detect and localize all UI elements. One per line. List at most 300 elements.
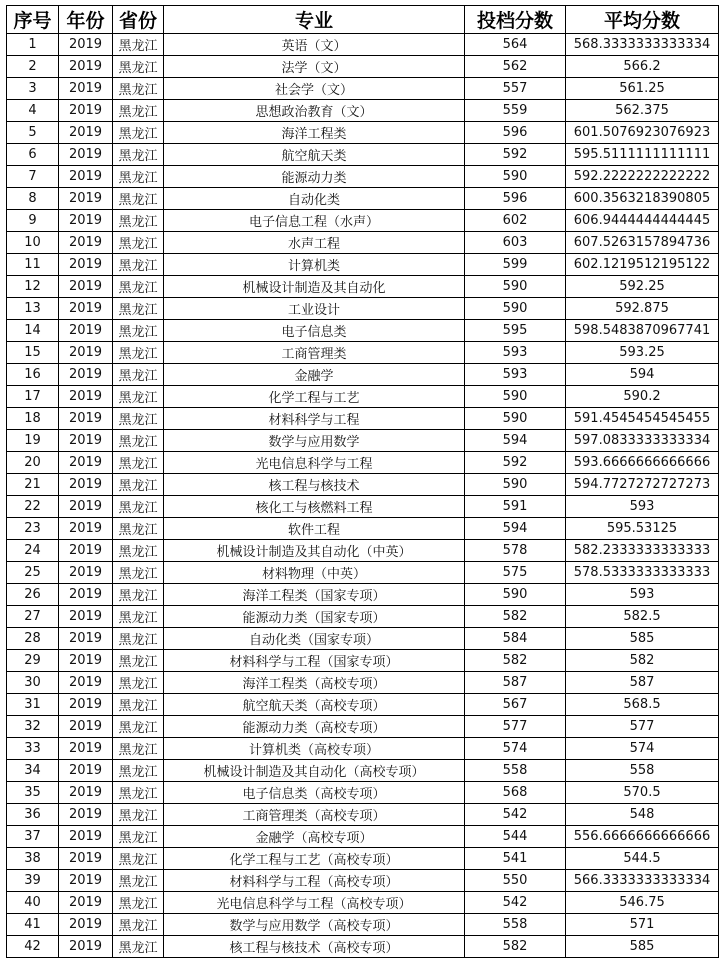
cell-average-score: 582 [566, 650, 719, 672]
table-row [7, 254, 719, 276]
cell-year: 2019 [59, 166, 113, 188]
cell-cutoff-score: 550 [465, 870, 566, 892]
cell-province: 黑龙江 [113, 166, 164, 188]
cell-major: 能源动力类（高校专项） [164, 716, 465, 738]
cell-index: 6 [7, 144, 59, 166]
cell-major: 海洋工程类（高校专项） [164, 672, 465, 694]
cell-index: 5 [7, 122, 59, 144]
cell-major: 材料科学与工程（高校专项） [164, 870, 465, 892]
cell-province: 黑龙江 [113, 848, 164, 870]
cell-average-score: 593 [566, 496, 719, 518]
cell-average-score: 592.875 [566, 298, 719, 320]
cell-index: 23 [7, 518, 59, 540]
cell-province: 黑龙江 [113, 826, 164, 848]
cell-index: 31 [7, 694, 59, 716]
cell-average-score: 582.5 [566, 606, 719, 628]
table-row [7, 474, 719, 496]
cell-cutoff-score: 582 [465, 650, 566, 672]
cell-index: 14 [7, 320, 59, 342]
cell-province: 黑龙江 [113, 606, 164, 628]
table-row [7, 210, 719, 232]
cell-cutoff-score: 599 [465, 254, 566, 276]
cell-cutoff-score: 562 [465, 56, 566, 78]
table-row [7, 78, 719, 100]
cell-index: 42 [7, 936, 59, 958]
cell-average-score: 591.4545454545455 [566, 408, 719, 430]
header-cutoff-score: 投档分数 [465, 6, 566, 34]
cell-index: 30 [7, 672, 59, 694]
cell-province: 黑龙江 [113, 474, 164, 496]
cell-average-score: 601.5076923076923 [566, 122, 719, 144]
cell-year: 2019 [59, 518, 113, 540]
cell-average-score: 566.3333333333334 [566, 870, 719, 892]
cell-year: 2019 [59, 760, 113, 782]
table-row [7, 826, 719, 848]
cell-index: 13 [7, 298, 59, 320]
table-row [7, 232, 719, 254]
cell-year: 2019 [59, 474, 113, 496]
table-row [7, 760, 719, 782]
cell-year: 2019 [59, 540, 113, 562]
cell-province: 黑龙江 [113, 716, 164, 738]
cell-year: 2019 [59, 144, 113, 166]
cell-year: 2019 [59, 848, 113, 870]
cell-major: 能源动力类 [164, 166, 465, 188]
cell-year: 2019 [59, 496, 113, 518]
cell-province: 黑龙江 [113, 188, 164, 210]
table-row [7, 694, 719, 716]
cell-major: 材料物理（中英） [164, 562, 465, 584]
cell-cutoff-score: 590 [465, 474, 566, 496]
cell-major: 英语（文） [164, 34, 465, 56]
cell-cutoff-score: 584 [465, 628, 566, 650]
cell-average-score: 607.5263157894736 [566, 232, 719, 254]
cell-cutoff-score: 564 [465, 34, 566, 56]
cell-year: 2019 [59, 122, 113, 144]
table-row [7, 914, 719, 936]
cell-province: 黑龙江 [113, 562, 164, 584]
cell-average-score: 571 [566, 914, 719, 936]
cell-major: 材料科学与工程（国家专项） [164, 650, 465, 672]
cell-province: 黑龙江 [113, 56, 164, 78]
cell-cutoff-score: 568 [465, 782, 566, 804]
table-header-row [7, 6, 719, 34]
cell-cutoff-score: 587 [465, 672, 566, 694]
cell-cutoff-score: 557 [465, 78, 566, 100]
cell-cutoff-score: 602 [465, 210, 566, 232]
cell-province: 黑龙江 [113, 760, 164, 782]
cell-year: 2019 [59, 782, 113, 804]
cell-province: 黑龙江 [113, 782, 164, 804]
cell-major: 航空航天类（高校专项） [164, 694, 465, 716]
cell-index: 38 [7, 848, 59, 870]
header-major: 专业 [164, 6, 465, 34]
table-row [7, 628, 719, 650]
table-row [7, 166, 719, 188]
cell-average-score: 568.5 [566, 694, 719, 716]
cell-index: 7 [7, 166, 59, 188]
table-row [7, 870, 719, 892]
cell-major: 化学工程与工艺（高校专项） [164, 848, 465, 870]
cell-year: 2019 [59, 298, 113, 320]
cell-year: 2019 [59, 650, 113, 672]
cell-cutoff-score: 567 [465, 694, 566, 716]
cell-index: 24 [7, 540, 59, 562]
cell-average-score: 568.3333333333334 [566, 34, 719, 56]
table-row [7, 496, 719, 518]
cell-major: 工业设计 [164, 298, 465, 320]
cell-average-score: 574 [566, 738, 719, 760]
cell-cutoff-score: 559 [465, 100, 566, 122]
cell-average-score: 561.25 [566, 78, 719, 100]
cell-index: 22 [7, 496, 59, 518]
cell-year: 2019 [59, 606, 113, 628]
table-row [7, 122, 719, 144]
cell-province: 黑龙江 [113, 936, 164, 958]
cell-cutoff-score: 582 [465, 936, 566, 958]
cell-average-score: 592.25 [566, 276, 719, 298]
cell-year: 2019 [59, 320, 113, 342]
table-row [7, 892, 719, 914]
cell-province: 黑龙江 [113, 452, 164, 474]
cell-province: 黑龙江 [113, 518, 164, 540]
cell-cutoff-score: 592 [465, 144, 566, 166]
table-row [7, 100, 719, 122]
cell-province: 黑龙江 [113, 804, 164, 826]
cell-year: 2019 [59, 672, 113, 694]
cell-index: 11 [7, 254, 59, 276]
cell-province: 黑龙江 [113, 298, 164, 320]
cell-cutoff-score: 590 [465, 298, 566, 320]
cell-province: 黑龙江 [113, 408, 164, 430]
cell-cutoff-score: 574 [465, 738, 566, 760]
cell-cutoff-score: 591 [465, 496, 566, 518]
cell-average-score: 590.2 [566, 386, 719, 408]
cell-average-score: 546.75 [566, 892, 719, 914]
table-body [7, 34, 719, 958]
cell-average-score: 595.5111111111111 [566, 144, 719, 166]
cell-province: 黑龙江 [113, 254, 164, 276]
cell-year: 2019 [59, 364, 113, 386]
cell-index: 29 [7, 650, 59, 672]
cell-cutoff-score: 575 [465, 562, 566, 584]
cell-index: 19 [7, 430, 59, 452]
cell-year: 2019 [59, 826, 113, 848]
table-row [7, 936, 719, 958]
cell-year: 2019 [59, 562, 113, 584]
cell-major: 核工程与核技术 [164, 474, 465, 496]
cell-cutoff-score: 592 [465, 452, 566, 474]
cell-index: 18 [7, 408, 59, 430]
table-row [7, 188, 719, 210]
cell-year: 2019 [59, 386, 113, 408]
cell-index: 16 [7, 364, 59, 386]
cell-province: 黑龙江 [113, 364, 164, 386]
cell-average-score: 548 [566, 804, 719, 826]
cell-year: 2019 [59, 188, 113, 210]
cell-province: 黑龙江 [113, 276, 164, 298]
cell-index: 3 [7, 78, 59, 100]
cell-average-score: 593.6666666666666 [566, 452, 719, 474]
header-year: 年份 [59, 6, 113, 34]
cell-index: 34 [7, 760, 59, 782]
cell-cutoff-score: 541 [465, 848, 566, 870]
cell-major: 电子信息类 [164, 320, 465, 342]
cell-average-score: 582.2333333333333 [566, 540, 719, 562]
cell-year: 2019 [59, 738, 113, 760]
cell-year: 2019 [59, 342, 113, 364]
cell-major: 自动化类 [164, 188, 465, 210]
cell-index: 2 [7, 56, 59, 78]
cell-index: 9 [7, 210, 59, 232]
cell-year: 2019 [59, 452, 113, 474]
cell-province: 黑龙江 [113, 430, 164, 452]
cell-major: 材料科学与工程 [164, 408, 465, 430]
cell-cutoff-score: 590 [465, 584, 566, 606]
cell-index: 20 [7, 452, 59, 474]
cell-province: 黑龙江 [113, 694, 164, 716]
cell-year: 2019 [59, 254, 113, 276]
cell-year: 2019 [59, 100, 113, 122]
cell-major: 软件工程 [164, 518, 465, 540]
cell-average-score: 570.5 [566, 782, 719, 804]
cell-province: 黑龙江 [113, 210, 164, 232]
cell-year: 2019 [59, 584, 113, 606]
cell-average-score: 594.7727272727273 [566, 474, 719, 496]
table-row [7, 408, 719, 430]
header-average-score: 平均分数 [566, 6, 719, 34]
cell-cutoff-score: 542 [465, 804, 566, 826]
table-row [7, 364, 719, 386]
cell-cutoff-score: 542 [465, 892, 566, 914]
table-row [7, 782, 719, 804]
cell-year: 2019 [59, 870, 113, 892]
cell-year: 2019 [59, 210, 113, 232]
table-row [7, 452, 719, 474]
cell-province: 黑龙江 [113, 78, 164, 100]
table-row [7, 298, 719, 320]
cell-year: 2019 [59, 408, 113, 430]
cell-cutoff-score: 594 [465, 430, 566, 452]
cell-average-score: 562.375 [566, 100, 719, 122]
cell-province: 黑龙江 [113, 342, 164, 364]
cell-major: 核工程与核技术（高校专项） [164, 936, 465, 958]
cell-major: 电子信息工程（水声） [164, 210, 465, 232]
cell-major: 核化工与核燃料工程 [164, 496, 465, 518]
cell-cutoff-score: 577 [465, 716, 566, 738]
cell-cutoff-score: 596 [465, 188, 566, 210]
cell-province: 黑龙江 [113, 100, 164, 122]
cell-average-score: 595.53125 [566, 518, 719, 540]
cell-index: 15 [7, 342, 59, 364]
cell-cutoff-score: 590 [465, 276, 566, 298]
cell-major: 机械设计制造及其自动化（高校专项） [164, 760, 465, 782]
cell-province: 黑龙江 [113, 386, 164, 408]
cell-major: 自动化类（国家专项） [164, 628, 465, 650]
cell-index: 26 [7, 584, 59, 606]
cell-average-score: 566.2 [566, 56, 719, 78]
cell-province: 黑龙江 [113, 672, 164, 694]
cell-major: 水声工程 [164, 232, 465, 254]
cell-year: 2019 [59, 232, 113, 254]
header-province: 省份 [113, 6, 164, 34]
cell-major: 思想政治教育（文） [164, 100, 465, 122]
cell-major: 数学与应用数学（高校专项） [164, 914, 465, 936]
cell-average-score: 600.3563218390805 [566, 188, 719, 210]
cell-cutoff-score: 544 [465, 826, 566, 848]
table-row [7, 34, 719, 56]
cell-cutoff-score: 590 [465, 408, 566, 430]
table-row [7, 606, 719, 628]
cell-cutoff-score: 594 [465, 518, 566, 540]
cell-index: 36 [7, 804, 59, 826]
cell-major: 数学与应用数学 [164, 430, 465, 452]
cell-major: 工商管理类 [164, 342, 465, 364]
cell-major: 机械设计制造及其自动化 [164, 276, 465, 298]
cell-major: 金融学 [164, 364, 465, 386]
table-row [7, 430, 719, 452]
cell-average-score: 593 [566, 584, 719, 606]
cell-average-score: 587 [566, 672, 719, 694]
cell-province: 黑龙江 [113, 34, 164, 56]
table-row [7, 144, 719, 166]
cell-province: 黑龙江 [113, 650, 164, 672]
cell-index: 12 [7, 276, 59, 298]
cell-year: 2019 [59, 914, 113, 936]
cell-major: 法学（文） [164, 56, 465, 78]
cell-major: 社会学（文） [164, 78, 465, 100]
cell-average-score: 585 [566, 936, 719, 958]
cell-major: 海洋工程类 [164, 122, 465, 144]
cell-province: 黑龙江 [113, 584, 164, 606]
cell-year: 2019 [59, 430, 113, 452]
cell-year: 2019 [59, 694, 113, 716]
cell-major: 能源动力类（国家专项） [164, 606, 465, 628]
cell-index: 35 [7, 782, 59, 804]
cell-average-score: 556.6666666666666 [566, 826, 719, 848]
cell-index: 4 [7, 100, 59, 122]
cell-index: 17 [7, 386, 59, 408]
cell-year: 2019 [59, 936, 113, 958]
cell-major: 航空航天类 [164, 144, 465, 166]
cell-average-score: 578.5333333333333 [566, 562, 719, 584]
table-row [7, 540, 719, 562]
cell-average-score: 606.9444444444445 [566, 210, 719, 232]
cell-cutoff-score: 590 [465, 386, 566, 408]
cell-province: 黑龙江 [113, 496, 164, 518]
cell-index: 21 [7, 474, 59, 496]
cell-year: 2019 [59, 78, 113, 100]
cell-year: 2019 [59, 892, 113, 914]
cell-major: 工商管理类（高校专项） [164, 804, 465, 826]
cell-major: 光电信息科学与工程 [164, 452, 465, 474]
cell-index: 41 [7, 914, 59, 936]
cell-cutoff-score: 593 [465, 364, 566, 386]
table-row [7, 320, 719, 342]
table-row [7, 386, 719, 408]
cell-cutoff-score: 558 [465, 760, 566, 782]
table-row [7, 716, 719, 738]
table-row [7, 804, 719, 826]
cell-major: 金融学（高校专项） [164, 826, 465, 848]
cell-index: 27 [7, 606, 59, 628]
table-row [7, 562, 719, 584]
cell-province: 黑龙江 [113, 320, 164, 342]
cell-average-score: 593.25 [566, 342, 719, 364]
cell-average-score: 585 [566, 628, 719, 650]
table-row [7, 848, 719, 870]
cell-year: 2019 [59, 276, 113, 298]
cell-average-score: 597.0833333333334 [566, 430, 719, 452]
cell-cutoff-score: 593 [465, 342, 566, 364]
cell-cutoff-score: 595 [465, 320, 566, 342]
cell-index: 33 [7, 738, 59, 760]
cell-major: 海洋工程类（国家专项） [164, 584, 465, 606]
cell-province: 黑龙江 [113, 628, 164, 650]
cell-average-score: 598.5483870967741 [566, 320, 719, 342]
cell-average-score: 577 [566, 716, 719, 738]
cell-index: 28 [7, 628, 59, 650]
cell-province: 黑龙江 [113, 738, 164, 760]
cell-province: 黑龙江 [113, 232, 164, 254]
admission-scores-table-container [6, 5, 719, 958]
header-index: 序号 [7, 6, 59, 34]
cell-year: 2019 [59, 716, 113, 738]
cell-cutoff-score: 558 [465, 914, 566, 936]
admission-scores-table [6, 5, 719, 958]
cell-average-score: 594 [566, 364, 719, 386]
cell-cutoff-score: 578 [465, 540, 566, 562]
cell-index: 25 [7, 562, 59, 584]
cell-average-score: 602.1219512195122 [566, 254, 719, 276]
cell-year: 2019 [59, 804, 113, 826]
cell-index: 37 [7, 826, 59, 848]
table-row [7, 650, 719, 672]
cell-province: 黑龙江 [113, 870, 164, 892]
cell-average-score: 592.2222222222222 [566, 166, 719, 188]
cell-cutoff-score: 603 [465, 232, 566, 254]
table-row [7, 672, 719, 694]
cell-major: 机械设计制造及其自动化（中英） [164, 540, 465, 562]
table-row [7, 342, 719, 364]
cell-province: 黑龙江 [113, 540, 164, 562]
cell-major: 计算机类（高校专项） [164, 738, 465, 760]
cell-cutoff-score: 582 [465, 606, 566, 628]
cell-major: 计算机类 [164, 254, 465, 276]
cell-cutoff-score: 596 [465, 122, 566, 144]
cell-average-score: 558 [566, 760, 719, 782]
cell-year: 2019 [59, 56, 113, 78]
cell-index: 39 [7, 870, 59, 892]
table-row [7, 56, 719, 78]
table-row [7, 518, 719, 540]
table-row [7, 738, 719, 760]
cell-index: 8 [7, 188, 59, 210]
cell-major: 光电信息科学与工程（高校专项） [164, 892, 465, 914]
cell-province: 黑龙江 [113, 914, 164, 936]
cell-province: 黑龙江 [113, 144, 164, 166]
table-row [7, 584, 719, 606]
cell-province: 黑龙江 [113, 122, 164, 144]
table-row [7, 276, 719, 298]
cell-year: 2019 [59, 34, 113, 56]
cell-average-score: 544.5 [566, 848, 719, 870]
cell-year: 2019 [59, 628, 113, 650]
cell-index: 10 [7, 232, 59, 254]
cell-major: 电子信息类（高校专项） [164, 782, 465, 804]
cell-index: 32 [7, 716, 59, 738]
cell-major: 化学工程与工艺 [164, 386, 465, 408]
